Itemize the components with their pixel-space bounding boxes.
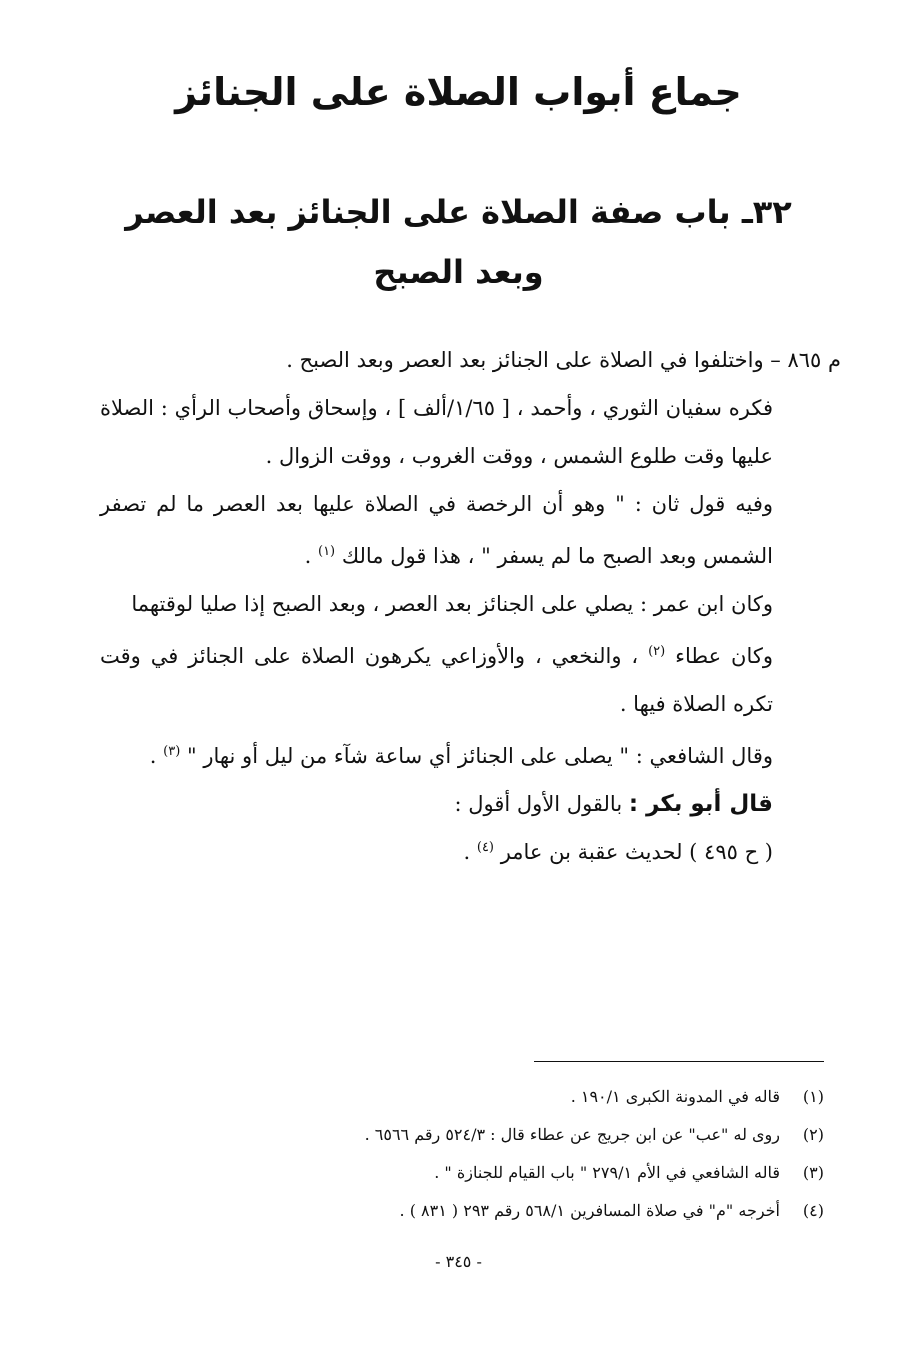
hadith-reference-tail: .: [463, 840, 477, 864]
conclusion-text: بالقول الأول أقول :: [454, 792, 629, 816]
footnote-divider: [534, 1061, 824, 1062]
footnotes: [90, 1078, 824, 1230]
paragraph-ibn-umar: [100, 580, 813, 628]
paragraph-tail: ، والنخعي ، والأوزاعي يكرهون الصلاة على الجنائز في وقت تكره الصلاة فيها .: [100, 644, 773, 716]
footnote-1: [90, 1078, 824, 1116]
footnote-ref-3[interactable]: (٣): [163, 744, 181, 759]
chapter-title: جماع أبواب الصلاة على الجنائز: [175, 70, 742, 114]
paragraph-text: م ٨٦٥ – واختلفوا في الصلاة على الجنائز بعد العصر وبعد الصبح .: [286, 348, 841, 372]
paragraph-text: وفيه قول ثان : " وهو أن الرخصة في الصلاة عليها بعد العصر ما لم تصفر الشمس وبعد الصبح ما لم يسفر " ، هذا قول مالك: [100, 492, 773, 568]
footnote-number: (٤): [802, 1201, 824, 1220]
footnote-number: (٣): [802, 1163, 824, 1182]
hadith-reference-text: ( ح ٤٩٥ ) لحديث عقبة بن عامر: [500, 840, 773, 864]
paragraph-text: وكان ابن عمر : يصلي على الجنائز بعد العصر ، وبعد الصبح إذا صليا لوقتهما: [131, 592, 773, 616]
paragraph-tail: .: [149, 744, 164, 768]
paragraph-ata: [100, 628, 813, 728]
footnote-number: (١): [802, 1087, 824, 1106]
paragraph-thawri-opinion: [100, 384, 813, 480]
paragraph-masala-865: [100, 336, 841, 384]
conclusion: [100, 780, 813, 828]
footnote-ref-2[interactable]: (٢): [648, 644, 666, 659]
paragraph-text: فكره سفيان الثوري ، وأحمد ، [ ١/٦٥/ألف ] ، وإسحاق وأصحاب الرأي : الصلاة عليها وقت طلوع الشمس ، ووقت الغروب ، ووقت الزوال .: [100, 396, 773, 468]
footnote-3: [90, 1154, 824, 1192]
footnote-text: أخرجه "م" في صلاة المسافرين ٥٦٨/١ رقم ٢٩٣ ( ٨٣١ ) .: [399, 1201, 780, 1220]
conclusion-lead: قال أبو بكر :: [628, 791, 773, 817]
section-title: ٣٢ـ باب صفة الصلاة على الجنائز بعد العصر وبعد الصبح: [125, 193, 792, 291]
footnote-text: قاله في المدونة الكبرى ١٩٠/١ .: [570, 1087, 780, 1106]
footnote-ref-1[interactable]: (١): [317, 544, 336, 559]
footnote-2: [90, 1116, 824, 1154]
main-text: [100, 336, 841, 872]
footnote-ref-4[interactable]: (٤): [476, 840, 494, 855]
hadith-reference: [100, 828, 813, 872]
footnote-4: [90, 1192, 824, 1230]
footnote-number: (٢): [802, 1125, 824, 1144]
page-number: - ٣٤٥ -: [435, 1252, 482, 1271]
paragraph-tail: .: [304, 544, 318, 568]
paragraph-text: وكان عطاء: [675, 644, 773, 668]
paragraph-second-opinion: [100, 480, 813, 580]
paragraph-shafii: [100, 728, 813, 780]
footnote-text: روى له "عب" عن ابن جريج عن عطاء قال : ٥٢٤/٣ رقم ٦٥٦٦ .: [364, 1125, 780, 1144]
footnote-text: قاله الشافعي في الأم ٢٧٩/١ " باب القيام للجنازة " .: [434, 1163, 780, 1182]
paragraph-text: وقال الشافعي : " يصلى على الجنائز أي ساعة شآء من ليل أو نهار ": [186, 744, 773, 768]
